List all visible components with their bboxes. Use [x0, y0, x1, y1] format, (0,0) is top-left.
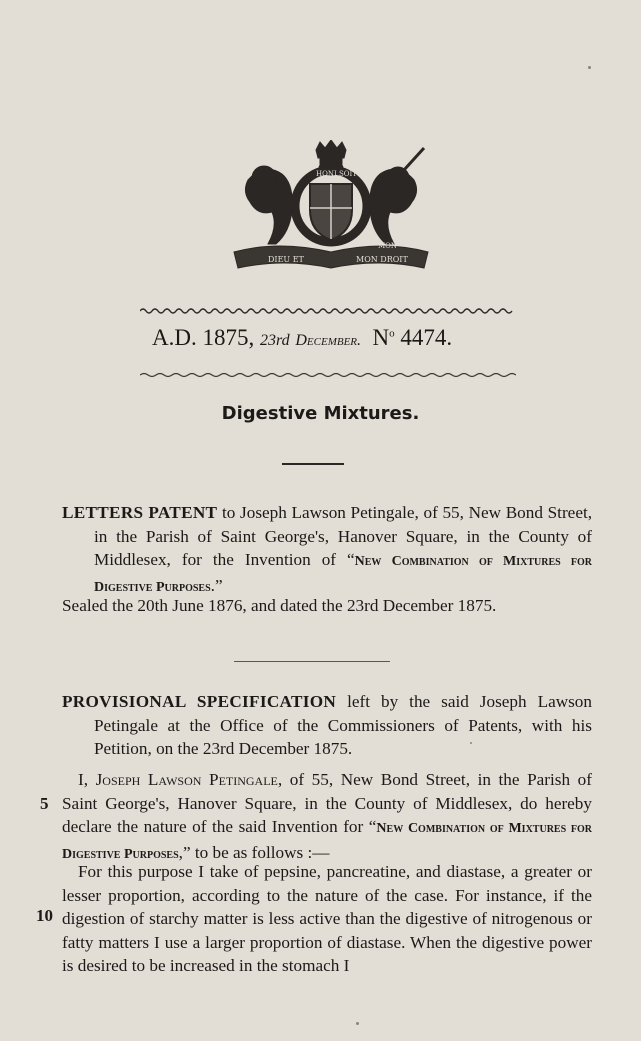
document-title: Digestive Mixtures. [221, 403, 420, 424]
patent-year: A.D. 1875, [152, 325, 255, 350]
sealed-line: Sealed the 20th June 1876, and dated the 23rd December 1875. [62, 596, 497, 615]
patent-number: 4474. [400, 325, 453, 350]
paper-speck [470, 742, 472, 744]
declaration-paragraph [62, 768, 592, 866]
title-divider [282, 463, 344, 465]
letters-patent-paragraph [62, 501, 592, 599]
ornamental-rule-bottom [140, 371, 516, 379]
letters-patent-invention: New Combination of Mixtures for Digestive Purposes [94, 554, 592, 595]
letters-patent-close: .” [210, 575, 223, 595]
svg-text:DIEU ET: DIEU ET [268, 255, 304, 264]
paper-speck [356, 1022, 359, 1025]
letters-patent-heading: LETTERS PATENT [62, 503, 218, 522]
ornamental-rule-top [140, 307, 516, 315]
declaration-start: I, [78, 770, 96, 789]
royal-coat-of-arms [228, 140, 434, 272]
section-divider [234, 661, 390, 662]
declaration-body: , of 55, New Bond Street, in the Parish of Saint George's, Hanover Square, in the County of Middlesex, do hereby declare the nature of the said Invention for “ [62, 770, 592, 836]
patent-dateline [152, 325, 452, 351]
svg-text:MON DROIT: MON DROIT [356, 255, 408, 264]
svg-text:MON: MON [378, 242, 398, 250]
provisional-body: left by the said Joseph Lawson Petingale at the Office of the Commissioners of Patents, with his Petition, on the 23rd December 1875. [94, 692, 592, 758]
declaration-name: Joseph Lawson Petingale [95, 770, 278, 789]
declaration-invention: New Combination of Mixtures for Digestive Purposes [62, 821, 592, 862]
patent-number-label: $N^o$ [372, 325, 395, 350]
letters-patent-body: to Joseph Lawson Petingale, of 55, New Bond Street, in the Parish of Saint George's, Hanover Square, in the County of Middlesex, for the Invention of “ [94, 503, 593, 569]
provisional-heading: PROVISIONAL SPECIFICATION [62, 692, 337, 711]
line-number-10: 10 [36, 906, 53, 925]
purpose-paragraph: For this purpose I take of pepsine, pancreatine, and diastase, a greater or lesser proportion, according to the nature of the case. For instance, if the digestion of starchy matter is less active than the digestive of nitrogenous or fatty matters I use a larger proportion of diastase. When the digestive power is desired to be increased in the stomach I [62, 862, 592, 975]
patent-date-day: 23rd [259, 332, 290, 349]
declaration-close: ,” to be as follows :— [178, 842, 330, 862]
line-number-5: 5 [40, 794, 49, 813]
svg-text:HONI SOIT: HONI SOIT [316, 170, 357, 178]
patent-date-month: December. [295, 332, 362, 349]
provisional-paragraph [62, 690, 592, 761]
paper-speck [588, 66, 591, 69]
